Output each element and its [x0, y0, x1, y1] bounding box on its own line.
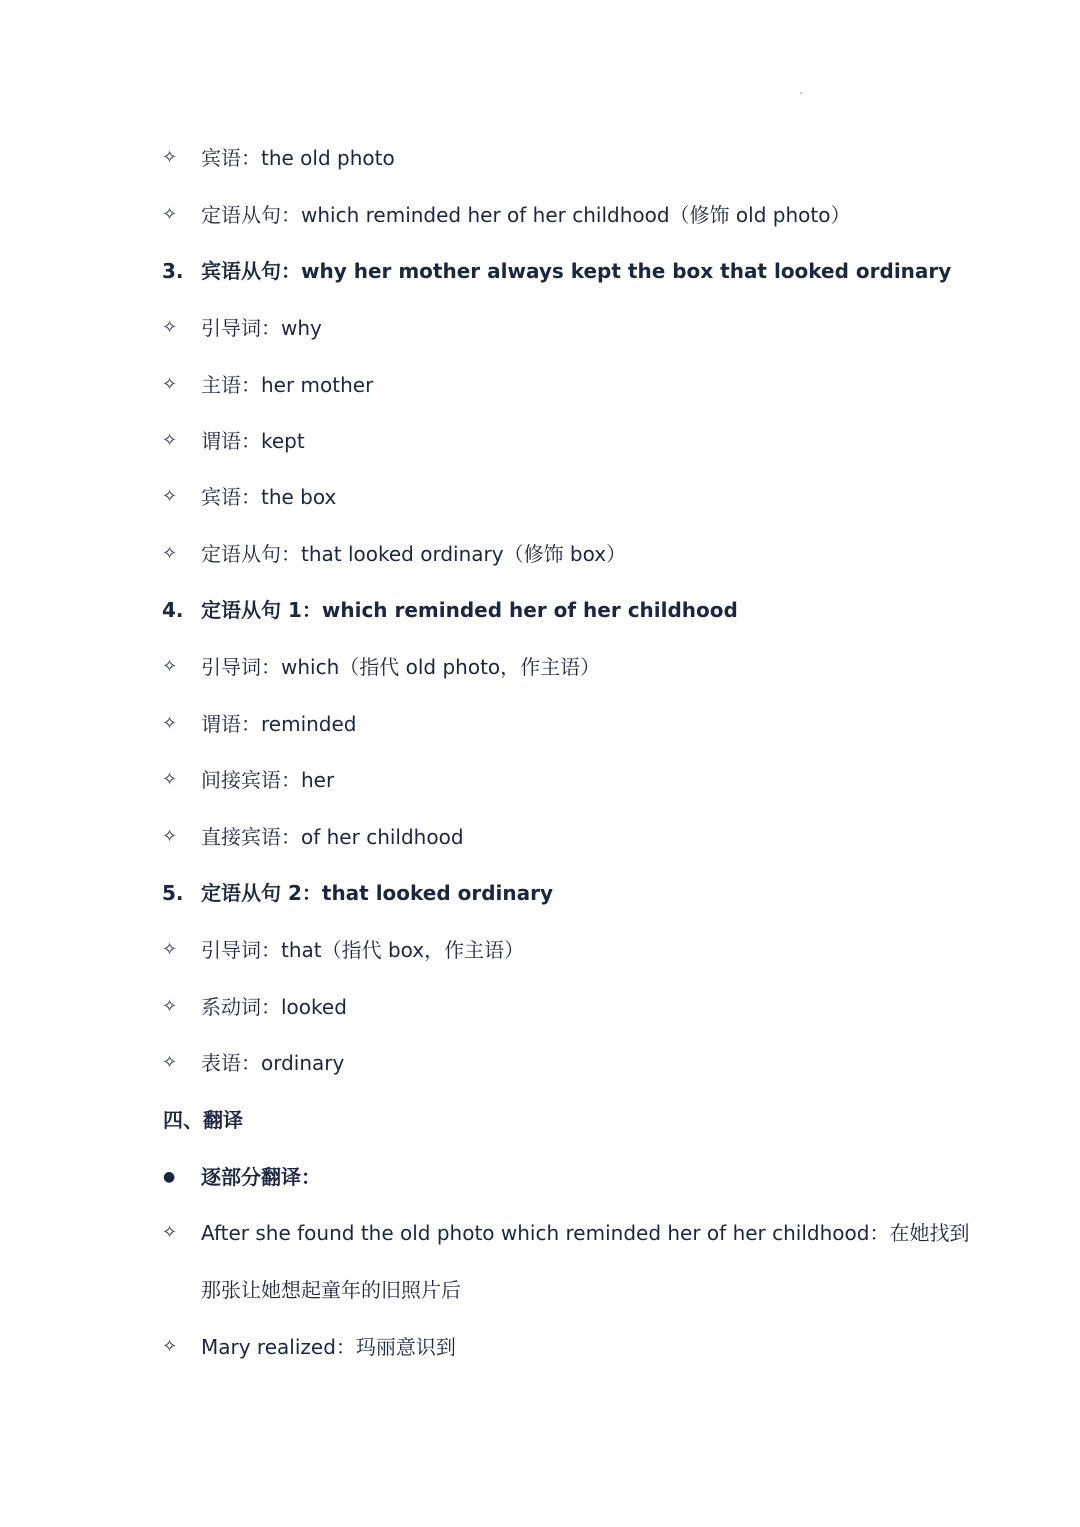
list-item-text: Mary realized：玛丽意识到 — [201, 1335, 456, 1359]
diamond-bullet-icon: ✧ — [162, 1052, 178, 1073]
list-item — [0, 704, 1080, 744]
list-item — [0, 1327, 1080, 1367]
list-item-text: 宾语：the old photo — [201, 146, 395, 170]
list-item-text: 系动词：looked — [201, 995, 347, 1019]
list-item — [0, 1043, 1080, 1083]
list-item-text: 表语：ordinary — [201, 1051, 345, 1075]
list-item-text: 宾语：the box — [201, 485, 337, 509]
diamond-bullet-icon: ✧ — [162, 430, 178, 451]
heading-text: 宾语从句：why her mother always kept the box that looked ordinary — [201, 259, 952, 283]
filled-dot-bullet-icon: ● — [163, 1169, 176, 1185]
list-item-text-continued: 那张让她想起童年的旧照片后 — [201, 1278, 461, 1302]
list-item-text: 主语：her mother — [201, 373, 374, 397]
diamond-bullet-icon: ✧ — [162, 317, 178, 338]
heading-text: 定语从句 2：that looked ordinary — [201, 881, 554, 905]
list-item — [0, 534, 1080, 574]
diamond-bullet-icon: ✧ — [162, 713, 178, 734]
numbered-heading — [0, 873, 1080, 913]
list-item-text: 定语从句：that looked ordinary（修饰 box） — [201, 542, 627, 566]
diamond-bullet-icon: ✧ — [162, 939, 178, 960]
list-item-text: 直接宾语：of her childhood — [201, 825, 464, 849]
diamond-bullet-icon: ✧ — [162, 769, 178, 790]
list-item-text: 引导词：that（指代 box，作主语） — [201, 938, 525, 962]
list-item — [0, 138, 1080, 178]
list-item — [0, 195, 1080, 235]
diamond-bullet-icon: ✧ — [162, 656, 178, 677]
diamond-bullet-icon: ✧ — [162, 147, 178, 168]
bullet-heading-text: 逐部分翻译： — [201, 1165, 321, 1189]
list-item-text: After she found the old photo which reminded her of her childhood：在她找到 — [201, 1221, 970, 1245]
list-item — [0, 760, 1080, 800]
list-item — [0, 308, 1080, 348]
diamond-bullet-icon: ✧ — [162, 826, 178, 847]
scan-speck — [800, 92, 802, 94]
list-item-continuation — [0, 1270, 1080, 1310]
list-item — [0, 365, 1080, 405]
item-number: 5. — [162, 881, 184, 905]
section-title: 四、翻译 — [163, 1108, 243, 1132]
list-item-text: 谓语：reminded — [201, 712, 357, 736]
list-item — [0, 1213, 1080, 1253]
list-item — [0, 987, 1080, 1027]
diamond-bullet-icon: ✧ — [162, 486, 178, 507]
numbered-heading — [0, 251, 1080, 291]
bullet-heading — [0, 1157, 1080, 1197]
list-item-text: 定语从句：which reminded her of her childhood（修饰 old photo） — [201, 203, 851, 227]
diamond-bullet-icon: ✧ — [162, 1336, 178, 1357]
list-item — [0, 930, 1080, 970]
diamond-bullet-icon: ✧ — [162, 996, 178, 1017]
list-item — [0, 817, 1080, 857]
list-item — [0, 477, 1080, 517]
diamond-bullet-icon: ✧ — [162, 374, 178, 395]
list-item-text: 引导词：why — [201, 316, 322, 340]
list-item-text: 谓语：kept — [201, 429, 305, 453]
list-item-text: 间接宾语：her — [201, 768, 335, 792]
section-heading — [0, 1100, 1080, 1140]
diamond-bullet-icon: ✧ — [162, 543, 178, 564]
item-number: 4. — [162, 598, 184, 622]
diamond-bullet-icon: ✧ — [162, 204, 178, 225]
list-item-text: 引导词：which（指代 old photo，作主语） — [201, 655, 601, 679]
diamond-bullet-icon: ✧ — [162, 1222, 178, 1243]
numbered-heading — [0, 590, 1080, 630]
heading-text: 定语从句 1：which reminded her of her childhood — [201, 598, 738, 622]
list-item — [0, 421, 1080, 461]
item-number: 3. — [162, 259, 184, 283]
list-item — [0, 647, 1080, 687]
